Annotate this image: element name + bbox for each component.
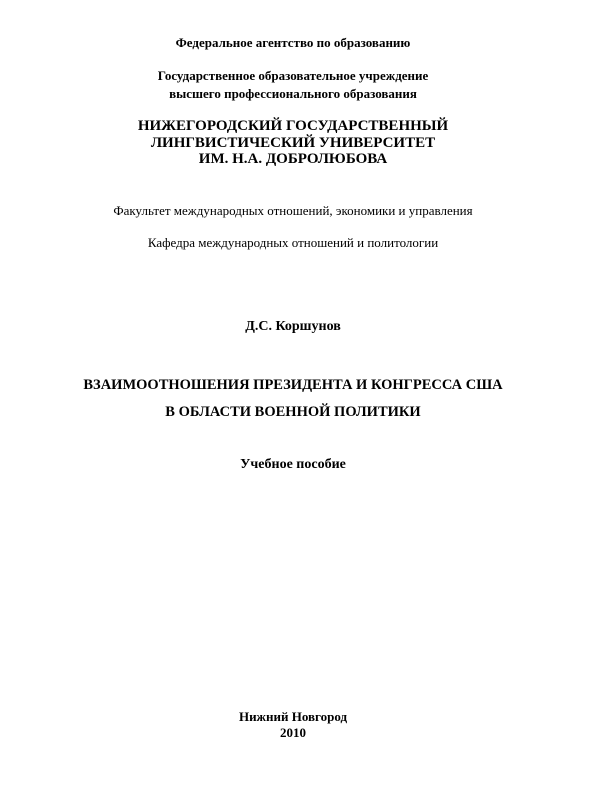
publication-city: Нижний Новгород xyxy=(238,709,348,724)
book-title-line-1: ВЗАИМООТНОШЕНИЯ ПРЕЗИДЕНТА И КОНГРЕССА США xyxy=(83,377,503,393)
book-subtitle: Учебное пособие xyxy=(240,457,346,472)
university-name-line-3: ИМ. Н.А. ДОБРОЛЮБОВА xyxy=(198,151,388,167)
institution-line-1: Государственное образовательное учреждение xyxy=(157,68,429,83)
book-title-line-2: В ОБЛАСТИ ВОЕННОЙ ПОЛИТИКИ xyxy=(165,404,421,420)
author-name: Д.С. Коршунов xyxy=(245,319,341,334)
university-name-line-2: ЛИНГВИСТИЧЕСКИЙ УНИВЕРСИТЕТ xyxy=(150,135,436,151)
institution-line-2: высшего профессионального образования xyxy=(169,86,417,101)
department-name: Кафедра международных отношений и политологии xyxy=(147,235,439,250)
faculty-name: Факультет международных отношений, экономики и управления xyxy=(113,203,473,218)
agency-name: Федеральное агентство по образованию xyxy=(175,35,411,50)
university-name-line-1: НИЖЕГОРОДСКИЙ ГОСУДАРСТВЕННЫЙ xyxy=(137,118,449,134)
publication-year: 2010 xyxy=(280,725,306,740)
